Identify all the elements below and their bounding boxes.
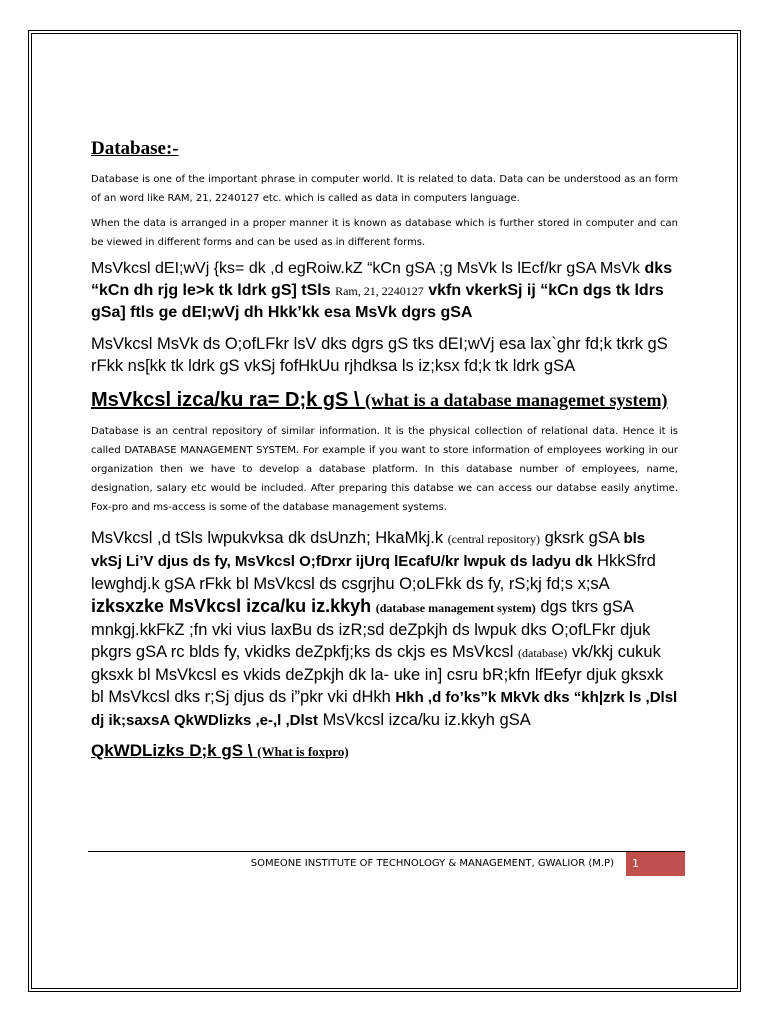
foxpro-heading-english: (What is foxpro) bbox=[257, 744, 349, 759]
hindi-dbms-paragraph bbox=[91, 527, 678, 732]
database-heading: Database:- bbox=[91, 138, 179, 159]
hindi-dbms-g: (database management system) bbox=[375, 601, 536, 615]
hindi-dbms-f: izksxzke MsVkcsl izca/ku iz.kkyh bbox=[91, 596, 372, 616]
foxpro-heading-hindi: QkWDLizks D;k gS \ bbox=[91, 741, 253, 760]
footer-institute-text: SOMEONE INSTITUTE OF TECHNOLOGY & MANAGEMENT, GWALIOR (M.P) bbox=[250, 858, 614, 869]
dbms-heading-english: (what is a database managemet system) bbox=[365, 390, 668, 410]
database-arranged-paragraph: When the data is arranged in a proper manner it is known as database which is further stored in computer and can be viewed in different forms and can be used as in different forms. bbox=[91, 218, 678, 248]
hindi-text-b: dks “kCn dh rjg le>k tk ldrk gS] tSls bbox=[91, 260, 673, 299]
dbms-heading bbox=[91, 386, 678, 414]
hindi-dbms-c: gksrk gSA bbox=[544, 529, 619, 547]
hindi-database-paragraph-2: MsVkcsl MsVk ds O;ofLFkr lsV dks dgrs gS tks dEI;wVj esa lax`ghr fd;k tkrk gS rFkk ns[kk tk ldrk gS vkSj fofHkUu rjhdksa ls iz;ksx fd;k tk ldrk gSA bbox=[91, 335, 668, 375]
hindi-dbms-b: (central repository) bbox=[447, 532, 540, 546]
hindi-dbms-h: dgs tkrs gSA mnkgj.kkFkZ ;fn vki vius laxBu ds izR;sd deZpkjh ds lwpuk dks O;ofLFkr djuk pkgrs gSA rc blds fy, vkidks deZpkfj;ks ds ckjs es MsVkcsl bbox=[91, 598, 651, 661]
footer-page-number: 1 bbox=[626, 852, 685, 876]
hindi-dbms-k: Hkh ,d fo’ks”k MkVk dks “kh|zrk ls ,Dlsl dj ik;saxsA QkWDlizks ,e-,l ,Dlst bbox=[91, 689, 678, 729]
page-content bbox=[91, 138, 678, 761]
hindi-dbms-a: MsVkcsl ,d tSls lwpukvksa dk dsUnzh; HkaMkj.k bbox=[91, 529, 444, 547]
hindi-dbms-l: MsVkcsl izca/ku iz.kkyh gSA bbox=[322, 711, 531, 729]
dbms-heading-hindi: MsVkcsl izca/ku ra= D;k gS \ bbox=[91, 389, 360, 411]
dbms-paragraph: Database is an central repository of similar information. It is the physical collection of relational data. Hence it is called DATABASE MANAGEMENT SYSTEM. For example if you want to store information of employees working in our organization then we have to develop a database platform. In this database number of employees, name, designation, salary etc would be included. After preparing this databse we can access our databse easily anytime. Fox-pro and ms-access is some of the database management systems. bbox=[91, 426, 678, 513]
hindi-dbms-d: bls vkSj Li’V djus ds fy, MsVkcsl O;fDrxr ijUrq lEcafU/kr lwpuk ds ladyu dk bbox=[91, 530, 646, 570]
hindi-text-c: Ram, 21, 2240127 bbox=[335, 284, 424, 298]
hindi-text-a: MsVkcsl dEI;wVj {ks= dk ,d egRoiw.kZ “kCn gSA ;g MsVk ls lEcf/kr gSA MsVk bbox=[91, 260, 641, 277]
foxpro-heading bbox=[91, 741, 678, 761]
hindi-database-paragraph bbox=[91, 258, 678, 324]
database-intro-paragraph: Database is one of the important phrase in computer world. It is related to data. Data can be understood as an form of an word like RAM, 21, 2240127 etc. which is called as data in computers language. bbox=[91, 174, 678, 204]
hindi-dbms-i: (database) bbox=[518, 646, 568, 660]
hindi-text-d: vkfn vkerkSj ij “kCn dgs tk ldrs gSa] ftls ge dEI;wVj dh Hkk’kk esa MsVk dgrs gSA bbox=[91, 282, 664, 321]
hindi-dbms-j: vk/kkj cukuk gksxk bl MsVkcsl es vkids deZpkjh dk la- uke in] csru bR;kfn lfEefyr djuk gksxk bl MsVkcsl dks r;Sj djus ds i”pkr vki dHkh bbox=[91, 643, 664, 706]
hindi-dbms-e: HkkSfrd lewghdj.k gSA rFkk bl MsVkcsl ds csgrjhu O;oLFkk ds fy, rS;kj fd;s x;sA bbox=[91, 552, 656, 593]
